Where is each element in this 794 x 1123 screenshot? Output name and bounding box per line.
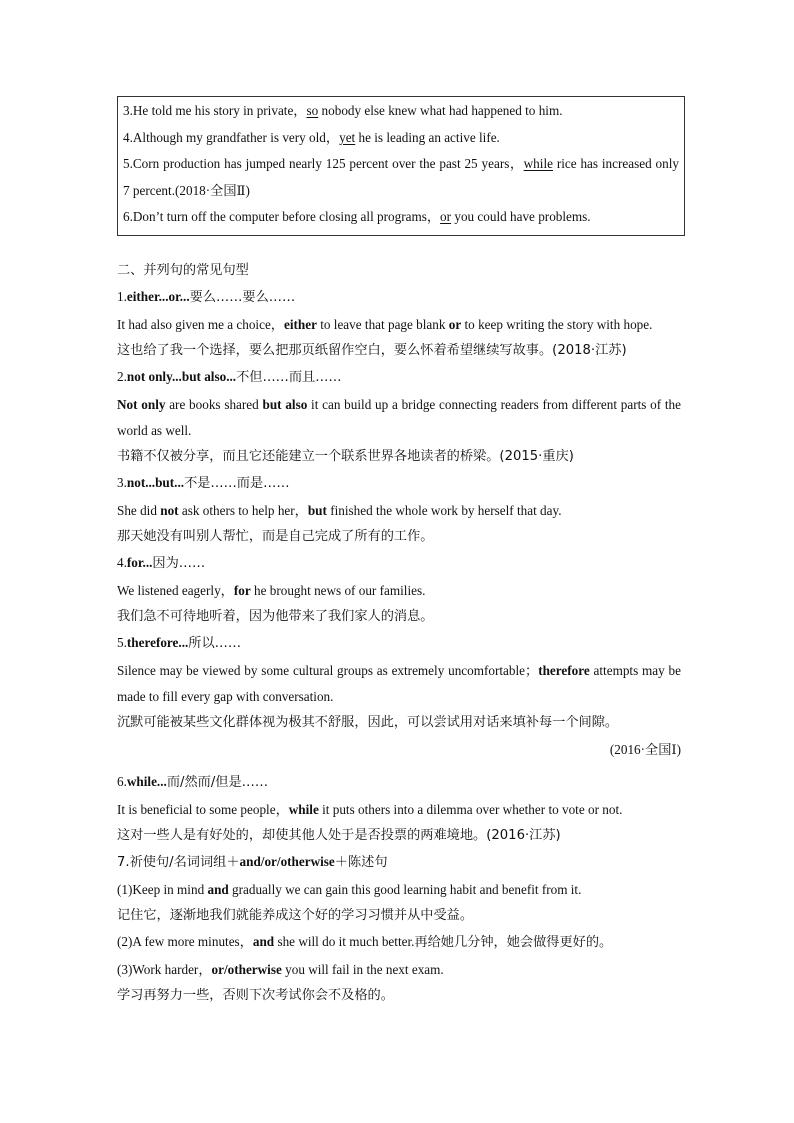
pattern-heading-1: 1.either...or...要么……要么……: [117, 289, 296, 305]
example-zh-4: 我们急不可待地听着，因为他带来了我们家人的消息。: [117, 608, 434, 624]
example-zh-6: 这对一些人是有好处的，却使其他人处于是否投票的两难境地。(2016·江苏): [117, 827, 561, 843]
source-citation-5: (2016·全国Ⅰ): [609, 742, 681, 757]
example-zh-5: 沉默可能被某些文化群体视为极其不舒服，因此，可以尝试用对话来填补每一个间隙。: [117, 714, 619, 730]
example-en-5: Silence may be viewed by some cultural groups as extremely uncomfortable；therefore attempts may be made to fill every gap with conversation.: [117, 662, 681, 704]
pattern-heading-2: 2.not only...but also...不但……而且……: [117, 369, 342, 385]
keyword-underlined: while: [523, 156, 553, 171]
example-zh-7-3: 学习再努力一些，否则下次考试你会不及格的。: [117, 987, 394, 1003]
keyword-underlined: yet: [339, 129, 356, 145]
pattern-heading-3: 3.not...but...不是……而是……: [117, 475, 290, 491]
example-en-7-2: (2)A few more minutes，and she will do it much better.再给她几分钟，她会做得更好的。: [117, 934, 613, 950]
example-en-2: Not only are books shared but also it can build up a bridge connecting readers from different parts of the world as well.: [117, 396, 681, 438]
pattern-heading-6: 6.while...而/然而/但是……: [117, 774, 269, 790]
box-line-4: 4.Although my grandfather is very old，yet he is leading an active life.: [123, 129, 500, 145]
keyword-underlined: so: [306, 103, 319, 118]
box-line-6: 6.Don’t turn off the computer before closing all programs，or you could have problems.: [123, 209, 591, 224]
example-zh-7-2: 再给她几分钟，她会做得更好的。: [414, 935, 613, 950]
example-en-3: She did not ask others to help her，but finished the whole work by herself that day.: [117, 502, 562, 518]
box-line-5: 5.Corn production has jumped nearly 125 percent over the past 25 years，while rice has increased only 7 percent.(2018·全国Ⅱ): [123, 156, 679, 198]
example-zh-7-1: 记住它，逐渐地我们就能养成这个好的学习习惯并从中受益。: [117, 907, 474, 923]
example-zh-3: 那天她没有叫别人帮忙，而是自己完成了所有的工作。: [117, 528, 434, 544]
example-zh-2: 书籍不仅被分享，而且它还能建立一个联系世界各地读者的桥梁。(2015·重庆): [117, 448, 574, 464]
pattern-heading-4: 4.for...因为……: [117, 555, 206, 571]
section-title: 二、并列句的常见句型: [117, 262, 249, 278]
example-en-1: It had also given me a choice，either to leave that page blank or to keep writing the story with hope.: [117, 316, 653, 332]
example-en-7-3: (3)Work harder，or/otherwise you will fail in the next exam.: [117, 961, 444, 977]
example-en-7-1: (1)Keep in mind and gradually we can gain this good learning habit and benefit from it.: [117, 881, 582, 897]
example-en-4: We listened eagerly，for he brought news of our families.: [117, 582, 426, 598]
example-zh-1: 这也给了我一个选择，要么把那页纸留作空白，要么怀着希望继续写故事。(2018·江苏): [117, 342, 627, 358]
keyword-underlined: or: [440, 209, 452, 224]
content: [117, 258, 681, 1010]
box-line-3: 3.He told me his story in private，so nobody else knew what had happened to him.: [123, 103, 563, 118]
document-page: [117, 96, 681, 1009]
pattern-heading-5: 5.therefore...所以……: [117, 635, 242, 651]
example-box: [117, 96, 685, 236]
example-en-6: It is beneficial to some people，while it puts others into a dilemma over whether to vote or not.: [117, 801, 623, 817]
pattern-heading-7: 7.祈使句/名词词组＋and/or/otherwise＋陈述句: [117, 854, 388, 870]
